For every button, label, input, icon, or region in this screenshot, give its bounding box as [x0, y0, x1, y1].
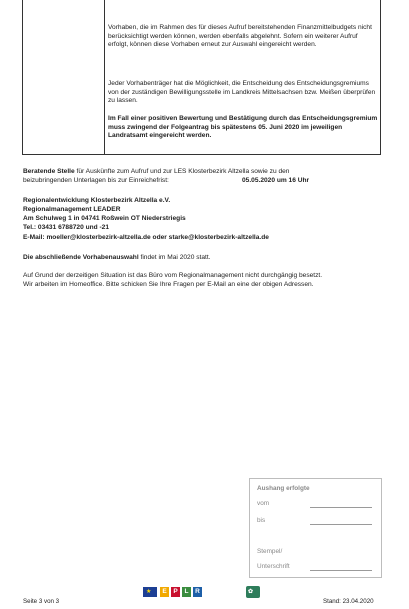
table-cell — [104, 0, 381, 155]
stamp-until-label: bis — [257, 517, 266, 524]
table-paragraph-review: Jeder Vorhabenträger hat die Möglichkeit, die Entscheidung des Entscheidungsgremiums von der zuständigen Bewilligungsstelle im Landkreis Mittelsachsen bzw. Meißen überprüfen zu lassen. — [108, 80, 376, 104]
contact-phone: Tel.: 03431 6788720 und -21 — [23, 224, 110, 231]
table-paragraph-rejection: Vorhaben, die im Rahmen des für dieses Aufruf bereitstehenden Finanzmittelbudgets nicht berücksichtigt werden können, werden ebenfalls abgelehnt. Sofern ein weiterer Aufruf erfolgt, können diese Vorhaben erneut zur Auswahl eingereicht werden. — [108, 24, 372, 48]
contact-dept: Regionalmanagement LEADER — [23, 206, 121, 213]
eu-flag-logo — [143, 587, 157, 597]
stamp-signature-line — [310, 570, 372, 571]
eplr-letter: R — [193, 587, 202, 597]
posting-stamp-box — [249, 478, 382, 578]
stamp-from-line — [310, 507, 372, 508]
eplr-logo — [160, 587, 204, 597]
leader-leaf-icon: ✿ — [248, 589, 254, 595]
stamp-signature-label: Unterschrift — [257, 563, 290, 570]
eplr-letter: L — [182, 587, 191, 597]
leader-logo — [246, 586, 260, 598]
stamp-from-label: vom — [257, 500, 270, 507]
stamp-stamp-label: Stempel/ — [257, 548, 283, 555]
eplr-letter: P — [171, 587, 180, 597]
stamp-title: Aushang erfolgte — [257, 485, 310, 492]
eu-stars-icon: ★ — [146, 589, 152, 595]
final-selection: Die abschließende Vorhabenauswahl findet im Mai 2020 statt. — [23, 254, 211, 261]
contact-address: Am Schulweg 1 in 04741 Roßwein OT Niederstriegis — [23, 215, 186, 222]
contact-email[interactable]: E-Mail: moeller@klosterbezirk-altzella.de oder starke@klosterbezirk-altzella.de — [23, 234, 269, 241]
table-paragraph-deadline: Im Fall einer positiven Bewertung und Bestätigung durch das Entscheidungsgremium muss zwingend der Folgeantrag bis spätestens 05. Juni 2020 im jeweiligen Landratsamt eingereicht werden. — [108, 115, 378, 139]
advice-line-2: beizubringenden Unterlagen bis zur Einreichefrist: — [23, 177, 169, 184]
stamp-until-line — [310, 524, 372, 525]
notice-line-2: Wir arbeiten im Homeoffice. Bitte schicken Sie Ihre Fragen per E-Mail an eine der obigen Adressen. — [23, 281, 314, 288]
table-cell-left — [22, 0, 105, 155]
notice-line-1: Auf Grund der derzeitigen Situation ist das Büro vom Regionalmanagement nicht durchgängig besetzt. — [23, 272, 323, 279]
eplr-letter: E — [160, 587, 169, 597]
contact-org: Regionalentwicklung Klosterbezirk Altzella e.V. — [23, 197, 171, 204]
advice-deadline: 05.05.2020 um 16 Uhr — [242, 177, 310, 184]
document-status-date: Stand: 23.04.2020 — [323, 598, 374, 605]
advice-line-1: Beratende Stelle für Auskünfte zum Aufruf und zur LES Klosterbezirk Altzella sowie zu den — [23, 168, 290, 175]
page-number: Seite 3 von 3 — [23, 598, 60, 605]
